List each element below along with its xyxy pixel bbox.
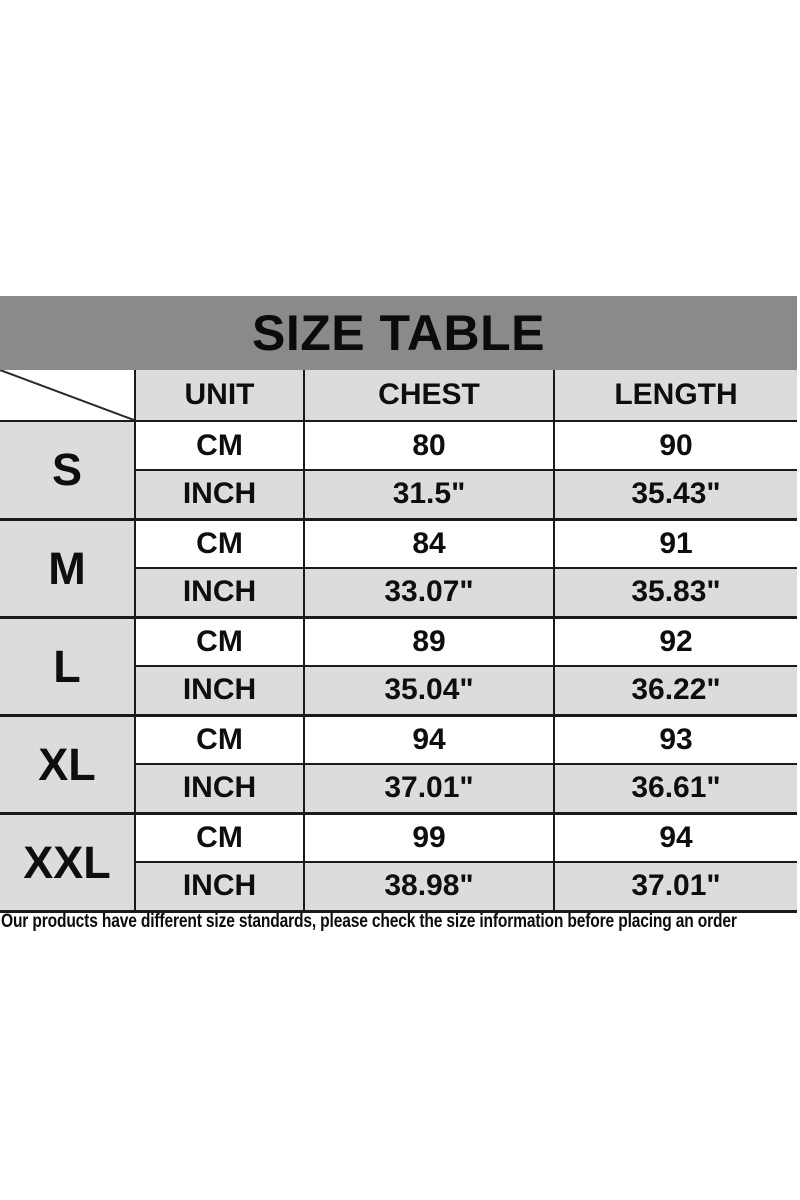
unit-cell: CM [135, 421, 304, 470]
size-label: M [0, 519, 135, 617]
length-value: 36.61" [554, 764, 797, 813]
unit-cell: INCH [135, 764, 304, 813]
length-value: 36.22" [554, 666, 797, 715]
length-value: 94 [554, 813, 797, 862]
size-group-xl [0, 715, 797, 813]
table-row [0, 421, 797, 470]
size-group-m [0, 519, 797, 617]
chest-value: 94 [304, 715, 554, 764]
unit-cell: INCH [135, 862, 304, 911]
size-label: XL [0, 715, 135, 813]
size-disclaimer-note: Our products have different size standards, please check the size information before placing an order [1, 911, 737, 932]
unit-cell: CM [135, 715, 304, 764]
chest-value: 99 [304, 813, 554, 862]
column-header-unit: UNIT [135, 370, 304, 421]
diagonal-line-icon [0, 370, 134, 420]
size-group-l [0, 617, 797, 715]
unit-cell: CM [135, 617, 304, 666]
size-label: S [0, 421, 135, 519]
chest-value: 84 [304, 519, 554, 568]
table-row [0, 617, 797, 666]
length-value: 90 [554, 421, 797, 470]
page-title: SIZE TABLE [252, 305, 545, 361]
column-header-length: LENGTH [554, 370, 797, 421]
chest-value: 38.98" [304, 862, 554, 911]
chest-value: 89 [304, 617, 554, 666]
size-table [0, 370, 797, 913]
length-value: 92 [554, 617, 797, 666]
size-table-header [0, 370, 797, 421]
length-value: 35.83" [554, 568, 797, 617]
table-row [0, 519, 797, 568]
size-label: XXL [0, 813, 135, 911]
chest-value: 31.5" [304, 470, 554, 519]
chest-value: 80 [304, 421, 554, 470]
unit-cell: CM [135, 519, 304, 568]
unit-cell: INCH [135, 470, 304, 519]
unit-cell: INCH [135, 568, 304, 617]
length-value: 35.43" [554, 470, 797, 519]
chest-value: 35.04" [304, 666, 554, 715]
column-header-chest: CHEST [304, 370, 554, 421]
unit-cell: CM [135, 813, 304, 862]
header-row [0, 370, 797, 421]
chest-value: 37.01" [304, 764, 554, 813]
size-group-s [0, 421, 797, 519]
length-value: 37.01" [554, 862, 797, 911]
chest-value: 33.07" [304, 568, 554, 617]
corner-diagonal-cell [0, 370, 135, 421]
table-row [0, 813, 797, 862]
table-row [0, 715, 797, 764]
title-banner [0, 296, 797, 370]
size-label: L [0, 617, 135, 715]
length-value: 93 [554, 715, 797, 764]
unit-cell: INCH [135, 666, 304, 715]
size-group-xxl [0, 813, 797, 911]
length-value: 91 [554, 519, 797, 568]
